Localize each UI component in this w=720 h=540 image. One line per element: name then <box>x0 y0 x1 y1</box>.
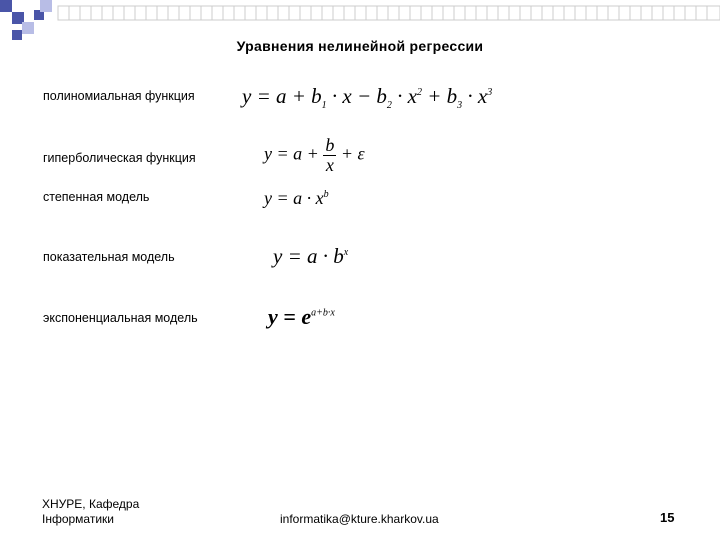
decor-grid <box>58 6 720 20</box>
formula-indicative: $y = a \cdot b^x$ <box>273 244 349 268</box>
model-label-power: степенная модель <box>43 190 150 204</box>
formula-hyperbolic: y = a + $\frac{b}{x}$ + ε <box>264 135 365 175</box>
formula-polynomial: $y = a + b_1 \cdot x - b_2 \cdot x^2 + b_3 \cdot x^3$ <box>242 84 493 112</box>
decor-squares <box>0 0 52 40</box>
model-label-polynomial: полиномиальная функция <box>43 89 195 103</box>
slide-title: Уравнения нелинейной регрессии <box>236 38 484 54</box>
footer-email: informatika@kture.kharkov.ua <box>280 512 439 526</box>
footer-organization: ХНУРЕ, Кафедра Інформатики <box>42 497 140 526</box>
fraction: $\frac{b}{x}$ <box>325 135 335 175</box>
page-number: 15 <box>660 510 675 525</box>
model-label-indicative: показательная модель <box>43 250 175 264</box>
model-label-hyperbolic: гиперболическая функция <box>43 151 196 165</box>
formula-power: $y = a \cdot x^b$ <box>264 188 329 208</box>
model-label-exponential: экспоненциальная модель <box>43 311 198 325</box>
formula-exponential: $y = e^{a+b\cdot x}$ <box>268 304 335 329</box>
